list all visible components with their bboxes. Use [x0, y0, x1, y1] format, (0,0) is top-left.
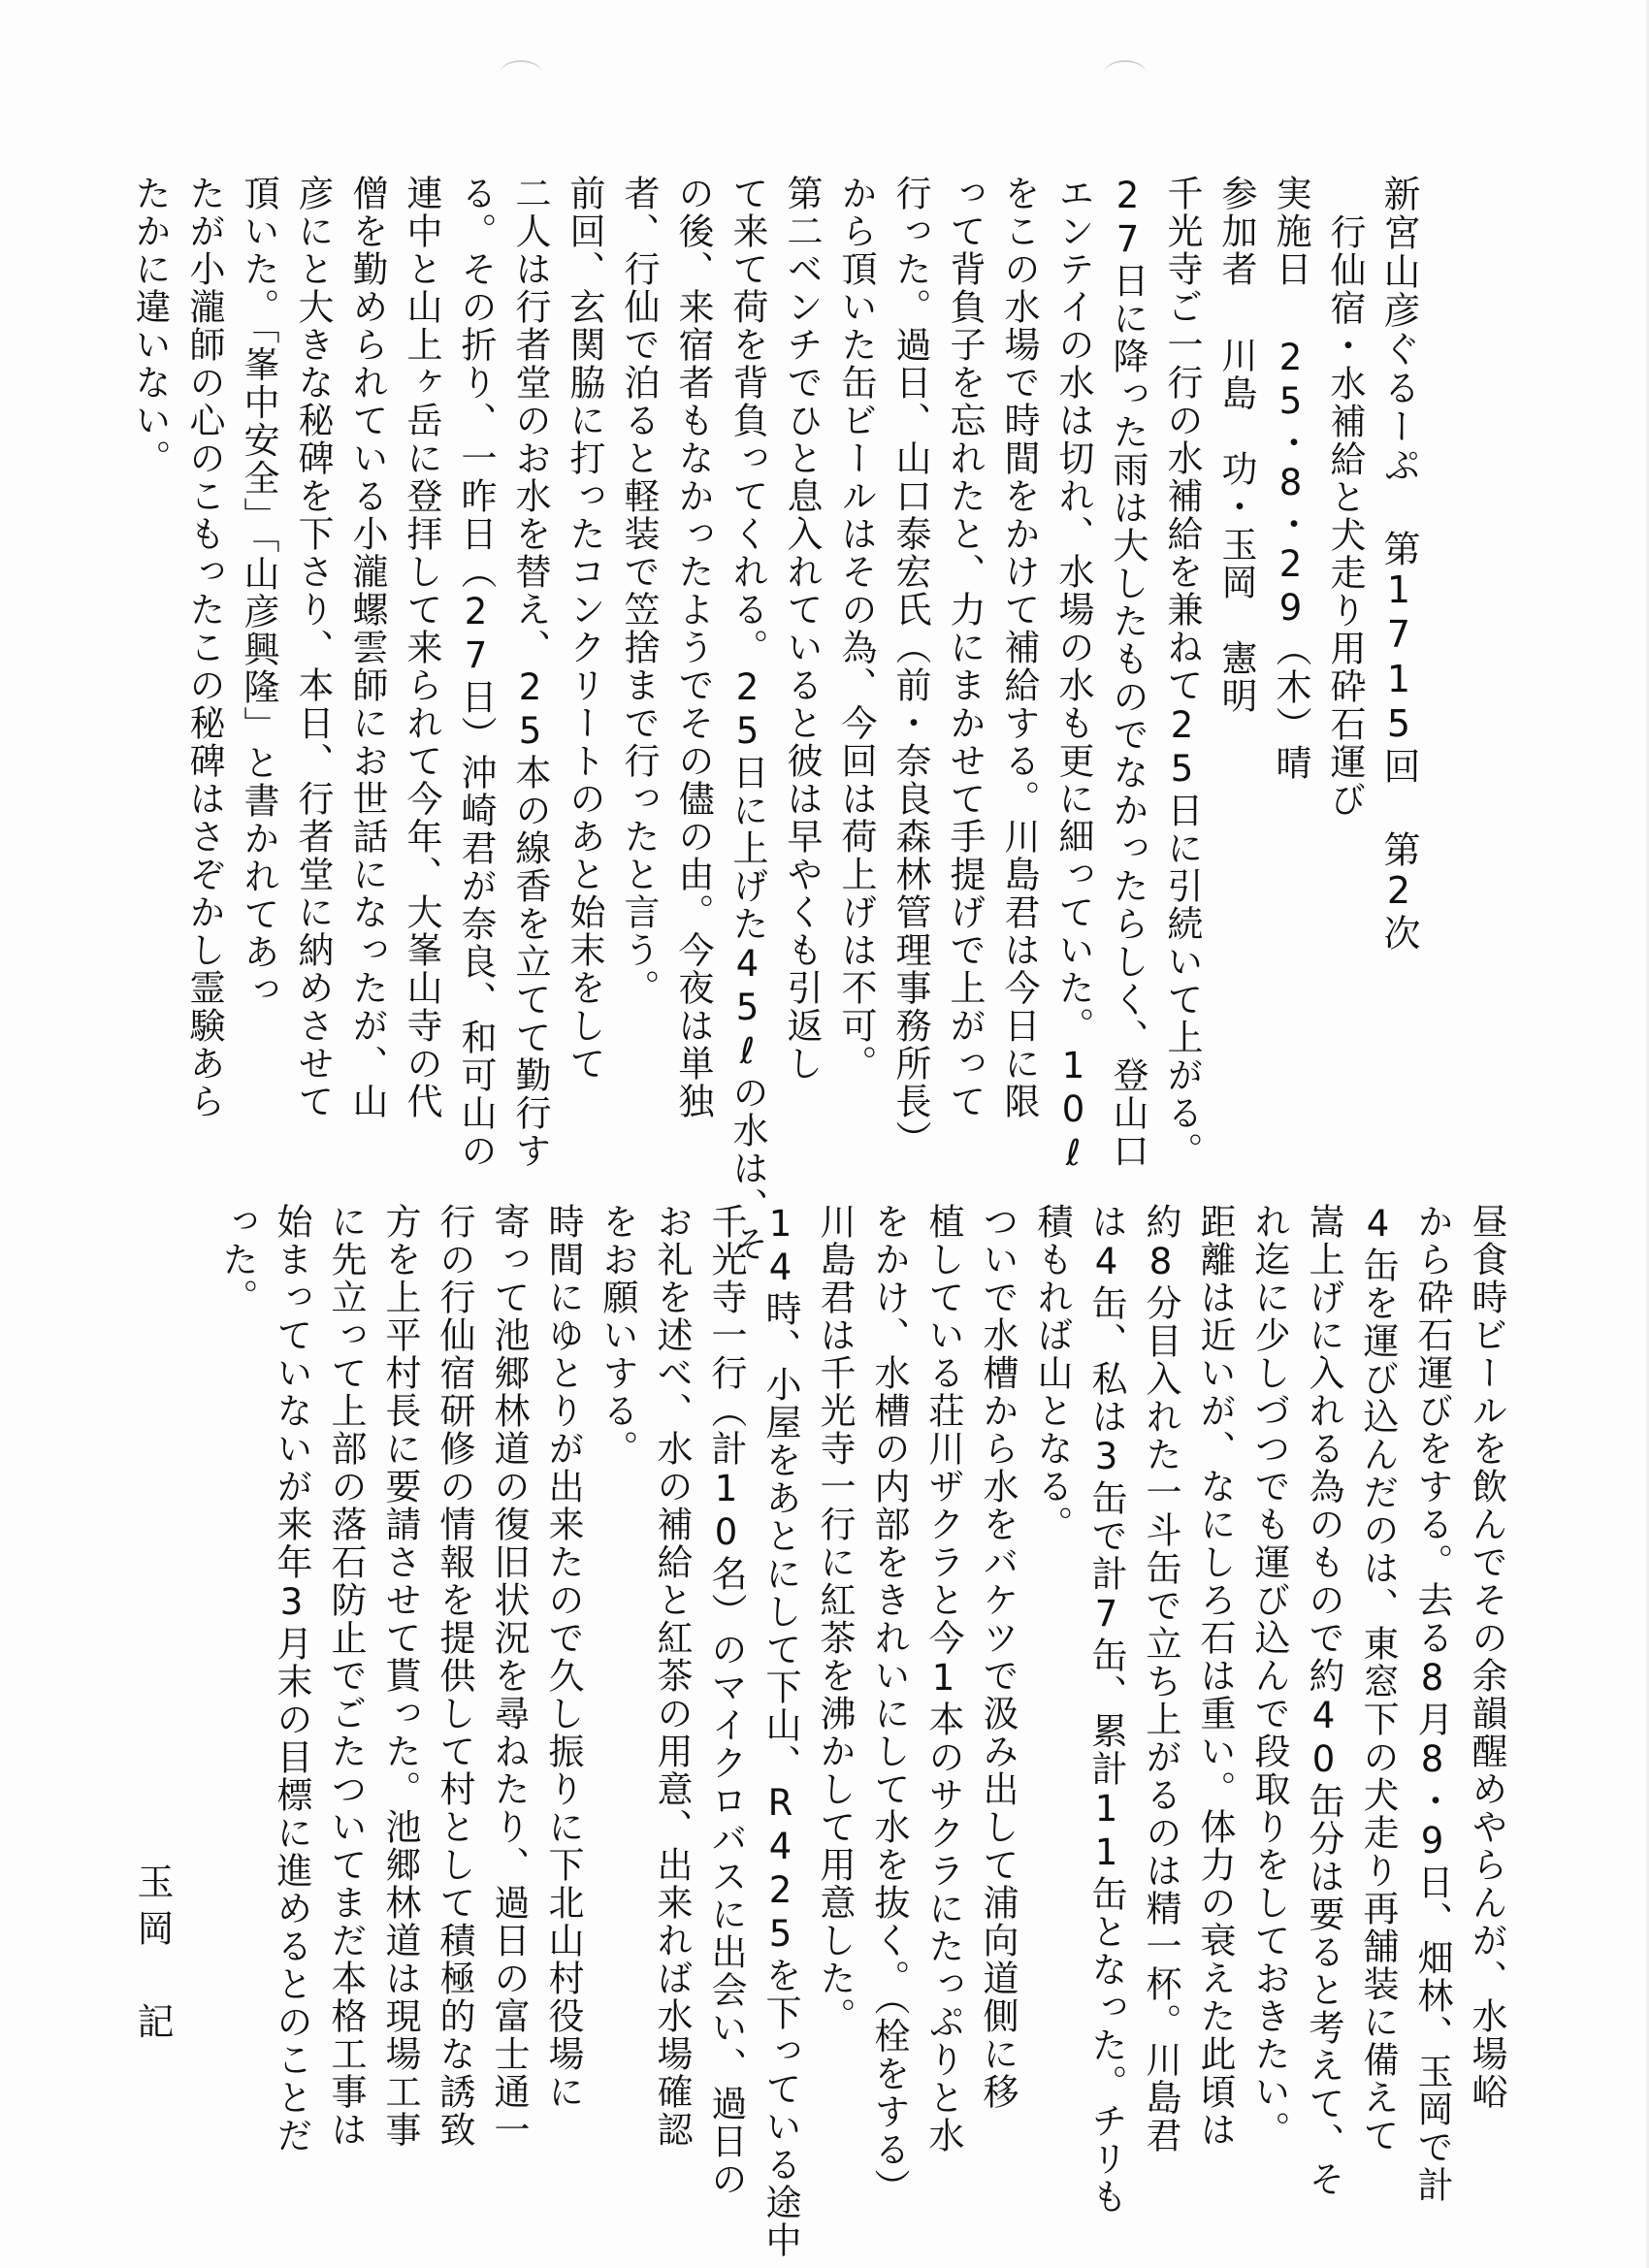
punch-hole-left — [500, 60, 542, 87]
text-column: たかに違いない。 — [129, 175, 171, 477]
upper-body-columns — [122, 175, 1209, 1263]
date-label: 実施日 — [1270, 175, 1311, 288]
text-column: は4缶、私は3缶で計7缶、累計11缶となった。チリも — [1085, 1203, 1127, 2216]
text-column: の後、来宿者もなかったようでその儘の由。今夜は単独 — [672, 175, 714, 1120]
punch-hole-right — [1104, 60, 1147, 87]
text-column: 彦にと大きな秘碑を下さり、本日、行者堂に納めさせて — [292, 175, 334, 1120]
text-column: 千光寺一行（計10名）のマイクロバスに出会い、過日の — [705, 1203, 747, 2198]
doc-subtitle: 行仙宿・水補給と犬走り用砕石運び — [1324, 213, 1366, 819]
text-column: に先立って上部の落石防止でごたついてまだ本格工事は — [325, 1203, 367, 2149]
text-column: ついで水槽から水をバケツで汲み出して浦向道側に移 — [977, 1203, 1018, 2111]
text-column: 行の行仙宿研修の情報を提供して村として積極的な誘致 — [434, 1203, 475, 2149]
text-column: 始まっていないが来年3月末の目標に進めるとのことだ — [271, 1203, 312, 2155]
text-column: 二人は行者堂のお水を替え、25本の線香を立てて勤行す — [509, 175, 551, 1170]
text-column: 僧を勤められている小瀧螺雲師にお世話になったが、山 — [346, 175, 388, 1120]
text-column: エンテイの水は切れ、水場の水も更に細っていた。10ℓ — [1052, 175, 1094, 1176]
doc-title: 新宮山彦ぐるーぷ 第1715回 第2次 — [1377, 175, 1420, 953]
signature: 玉岡 記 — [131, 1863, 174, 2049]
text-column: 時間にゆとりが出来たので久し振りに下北山村役場に — [542, 1203, 584, 2111]
text-column: 方を上平村長に要請させて貰った。池郷林道は現場工事 — [379, 1203, 421, 2149]
upper-text-block — [122, 175, 1426, 1263]
text-column: 者、行仙で泊ると軽装で笠捨まで行ったと言う。 — [618, 175, 660, 1007]
text-column: 4缶を運び込んだのは、東窓下の犬走り再舗装に備えて — [1357, 1203, 1399, 2155]
text-column: 川島君は千光寺一行に紅茶を沸かして用意した。 — [814, 1203, 856, 2035]
text-column: 植している荘川ザクラと今1本のサクラにたっぷりと水 — [922, 1203, 964, 2155]
text-column: 千光寺ご一行の水補給を兼ねて25日に引続いて上がる。 — [1161, 175, 1203, 1170]
text-column: 行った。過日、山口泰宏氏（前・奈良森林管理事務所長） — [889, 175, 931, 1158]
text-column: る。その折り、一昨日（27日）沖崎君が奈良、和可山の — [455, 175, 497, 1170]
text-column: 積もれば山となる。 — [1031, 1203, 1073, 1543]
text-column: 寄って池郷林道の復旧状況を尋ねたり、過日の富士通一 — [488, 1203, 530, 2149]
text-column: 距離は近いが、なにしろ石は重い。体力の衰えた此頃は — [1194, 1203, 1236, 2149]
text-column: をかけ、水槽の内部をきれいにして水を抜く。（栓をする） — [868, 1203, 910, 2207]
text-column: 27日に降った雨は大したものでなかったらしく、登山口 — [1107, 175, 1148, 1170]
lower-text-block — [210, 1203, 1513, 2259]
text-column: たが小瀧師の心のこもったこの秘碑はさぞかし霊験あら — [183, 175, 225, 1120]
text-column: って背負子を忘れたと、力にまかせて手提げで上がって — [944, 175, 986, 1120]
participants-label: 参加者 — [1215, 175, 1257, 288]
text-column: 前回、玄関脇に打ったコンクリートのあと始末をして — [564, 175, 605, 1083]
text-column: から頂いた缶ビールはその為、今回は荷上げは不可。 — [835, 175, 877, 1083]
text-column: 頂いた。「峯中安全」「山彦興隆」と書かれてあっ — [238, 175, 279, 1009]
text-column: お礼を述べ、水の補給と紅茶の用意、出来れば水場確認 — [651, 1203, 693, 2149]
text-column: から砕石運びをする。去る8月8・9日、畑林、玉岡で計 — [1411, 1203, 1453, 2204]
text-column: をお願いする。 — [597, 1203, 638, 1468]
text-column: 嵩上げに入れる為のもので約40缶分は要ると考えて、そ — [1303, 1203, 1344, 2198]
text-column: 14時、小屋をあとにして下山、R425を下っている途中 — [760, 1203, 801, 2259]
text-column: 昼食時ビールを飲んでその余韻醒めやらんが、水場峪 — [1466, 1203, 1507, 2111]
text-column: 約8分目入れた一斗缶で立ち上がるのは精一杯。川島君 — [1140, 1203, 1181, 2155]
text-column: をこの水場で時間をかけて補給する。川島君は今日に限 — [998, 175, 1040, 1120]
text-column: れ迄に少しづつでも運び込んで段取りをしておきたい。 — [1248, 1203, 1290, 2149]
participants-row — [1209, 175, 1263, 1183]
text-column: 連中と山上ヶ岳に登拝して来られて今年、大峯山寺の代 — [401, 175, 442, 1120]
text-column: った。 — [216, 1203, 258, 1316]
lower-body-columns — [210, 1203, 1513, 2259]
text-column: 第二ベンチでひと息入れていると彼は早やくも引返し — [781, 175, 823, 1083]
date-row — [1263, 175, 1317, 1183]
participants-value: 川島 功・玉岡 憲明 — [1215, 337, 1257, 715]
text-column: て来て荷を背負ってくれる。25日に上げた45ℓの水は、そ — [727, 175, 768, 1263]
date-value: 25・8・29（木）晴 — [1270, 337, 1311, 782]
